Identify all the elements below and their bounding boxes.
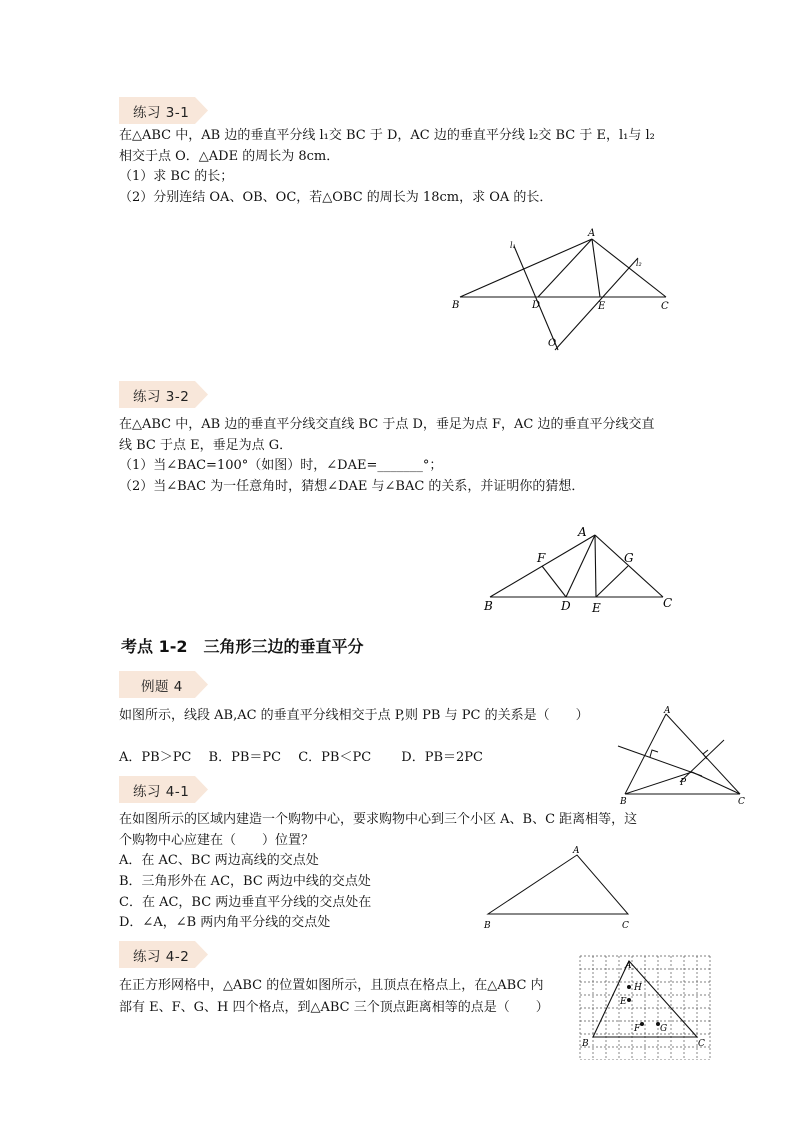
answer-options: A．PB＞PC B．PB＝PC C．PB＜PC D．PB＝2PC [119, 750, 483, 765]
option-b: B．三角形外在 AC，BC 两边中线的交点处 [119, 874, 371, 889]
exercise-tag-label: 练习 4-1 [133, 784, 190, 800]
problem-text: 在△ABC 中，AB 边的垂直平分线交直线 BC 于点 D，垂足为点 F，AC 边的垂直平分线交直 [119, 417, 655, 432]
label-D: D [561, 599, 571, 613]
exercise-tag-4-2 [119, 941, 207, 968]
exercise-tag-label: 练习 4-2 [133, 949, 190, 965]
question-1: （1）当∠BAC=100°（如图）时，∠DAE=_______°； [119, 458, 443, 473]
label-C: C [663, 596, 673, 610]
label-B: B [484, 599, 493, 613]
label-O: O [548, 338, 557, 349]
example-tag-4 [119, 671, 207, 698]
question-2: （2）当∠BAC 为一任意角时，猜想∠DAE 与∠BAC 的关系，并证明你的猜想． [119, 479, 585, 494]
problem-text: 在△ABC 中，AB 边的垂直平分线 l₁交 BC 于 D，AC 边的垂直平分线 l₂交 BC 于 E，l₁与 l₂ [119, 128, 655, 143]
problem-text: 个购物中心应建在（ ）位置？ [119, 833, 315, 848]
label-G: G [624, 551, 634, 565]
label-B: B [452, 300, 460, 311]
problem-text: 在正方形网格中，△ABC 的位置如图所示，且顶点在格点上，在△ABC 内 [119, 978, 544, 993]
label-A: A [578, 525, 587, 539]
label-E: E [620, 997, 627, 1007]
question-1: （1）求 BC 的长； [119, 169, 234, 184]
option-c: C．在 AC，BC 两边垂直平分线的交点处在 [119, 895, 372, 910]
question-2: （2）分别连结 OA、OB、OC，若△OBC 的周长为 18cm，求 OA 的长． [119, 190, 553, 205]
figure-4-1 [478, 842, 638, 934]
label-F: F [537, 551, 546, 565]
problem-text: 相交于点 O．△ADE 的周长为 8cm． [119, 149, 340, 164]
problem-text: 在如图所示的区域内建造一个购物中心，要求购物中心到三个小区 A、B、C 距离相等，这 [119, 812, 638, 827]
label-G: G [660, 1024, 668, 1034]
label-D: D [532, 300, 541, 311]
figure-4-2-grid [578, 954, 712, 1060]
label-F: F [634, 1024, 641, 1034]
label-C: C [661, 301, 669, 312]
label-l2: l₂ [636, 259, 642, 268]
example-tag-label: 例题 4 [141, 679, 183, 695]
label-A: A [573, 846, 580, 856]
label-P: P [680, 778, 687, 788]
label-E: E [598, 301, 606, 312]
label-A: A [588, 228, 596, 239]
label-H: H [634, 983, 642, 993]
option-a: A．在 AC、BC 两边高线的交点处 [119, 853, 319, 868]
label-C: C [622, 921, 629, 931]
exercise-tag-label: 练习 3-1 [133, 105, 190, 121]
exercise-tag-label: 练习 3-2 [133, 389, 190, 405]
label-l1: l₁ [510, 241, 516, 250]
problem-text: 如图所示，线段 AB,AC 的垂直平分线相交于点 P,则 PB 与 PC 的关系是（ ） [119, 708, 589, 723]
figure-4 [612, 704, 752, 812]
figure-3-1 [448, 226, 688, 356]
problem-text: 线 BC 于点 E，垂足为点 G． [119, 438, 293, 453]
label-E: E [592, 601, 601, 615]
label-B: B [484, 921, 491, 931]
problem-text: 部有 E、F、G、H 四个格点，到△ABC 三个顶点距离相等的点是（ ） [119, 1000, 549, 1015]
option-d: D．∠A，∠B 两内角平分线的交点处 [119, 915, 331, 930]
label-C: C [738, 797, 745, 807]
section-title: 考点 1-2 三角形三边的垂直平分 [121, 637, 364, 656]
exercise-tag-4-1 [119, 776, 207, 803]
label-A: A [625, 961, 632, 971]
label-B: B [582, 1039, 589, 1049]
label-A: A [664, 706, 671, 716]
exercise-tag-3-2 [119, 381, 207, 408]
label-C: C [698, 1039, 705, 1049]
label-B: B [620, 797, 627, 807]
exercise-tag-3-1 [119, 97, 207, 124]
figure-3-2 [478, 522, 688, 617]
